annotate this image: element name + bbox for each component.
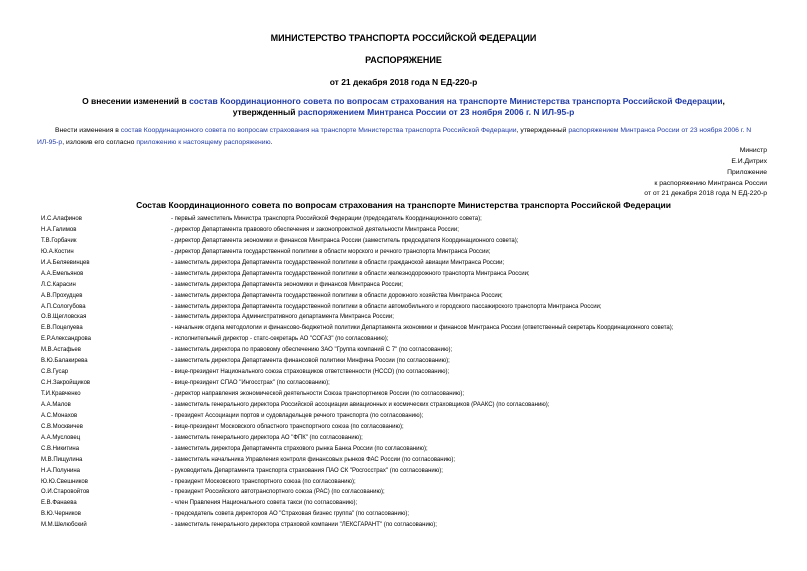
document-subject-line1 <box>0 96 807 106</box>
member-row <box>41 435 781 446</box>
member-row <box>41 271 781 282</box>
member-post: - заместитель директора Департамента государственной политики в области автомобильного и городского пассажирского транспорта Минтранса России; <box>171 303 602 310</box>
member-post: - вице-президент Национального союза страховщиков ответственности (НССО) (по согласованию); <box>171 369 450 376</box>
member-name: М.М.Шелюбский <box>41 522 87 529</box>
member-post: - заместитель генерального директора АО "ФПК" (по согласованию); <box>171 434 363 441</box>
member-post: - начальник отдела методологии и финансово-бюджетной политики Департамента экономики и финансов Минтранса России (ответственный секретарь Координационного совета); <box>171 325 674 332</box>
body-text-3: , изложив его согласно <box>62 139 137 146</box>
member-row <box>41 468 781 479</box>
member-name: Е.Р.Александрова <box>41 336 92 343</box>
member-row <box>41 380 781 391</box>
member-name: А.В.Прохудцев <box>41 292 83 299</box>
member-post: - руководитель Департамента транспорта страхования ПАО СК "Росгосстрах" (по согласованию); <box>171 467 443 474</box>
member-post: - первый заместитель Министра транспорта Российской Федерации (председатель Координационного совета); <box>171 216 482 222</box>
member-row <box>41 457 781 468</box>
member-row <box>41 282 781 293</box>
member-post: - заместитель генерального директора Российской ассоциации авиационных и космических страховщиков (РААКС) (по согласованию); <box>171 401 550 408</box>
subject-link-council[interactable]: состав Координационного совета по вопросам страхования на транспорте Министерства транспорта Российской Федерации <box>189 96 723 106</box>
member-name: А.А.Емельянов <box>41 270 84 277</box>
subject-link-order[interactable]: распоряжением Минтранса России от 23 ноября 2006 г. N ИЛ-95-р <box>297 107 575 117</box>
member-post: - директор Департамента правового обеспечения и законопроектной деятельности Минтранса России; <box>171 226 459 233</box>
member-name: С.В.Никитина <box>41 445 80 452</box>
member-post: - заместитель директора Департамента экономики и финансов Минтранса России; <box>171 281 403 288</box>
subject-line2-prefix: утвержденный <box>232 107 298 117</box>
member-row <box>41 369 781 380</box>
member-post: - вице-президент СПАО "Ингосстрах" (по согласованию); <box>171 380 330 387</box>
member-name: И.А.Беляевинцев <box>41 259 90 266</box>
member-row <box>41 216 781 227</box>
signature-position: Министр <box>739 147 767 154</box>
member-name: Н.А.Полунина <box>41 467 81 474</box>
member-post: - заместитель директора Департамента государственной политики в области гражданской авиации Минтранса России; <box>171 259 505 266</box>
subject-comma: , <box>722 96 725 106</box>
member-post: - исполнительный директор - статс-секретарь АО "СОГАЗ" (по согласованию); <box>171 336 389 343</box>
member-row <box>41 358 781 369</box>
member-post: - президент Ассоциации портов и судовладельцев речного транспорта (по согласованию); <box>171 412 424 419</box>
member-row <box>41 489 781 500</box>
body-link-appendix[interactable]: приложению к настоящему распоряжению <box>136 139 271 146</box>
member-name: О.И.Старовойтов <box>41 489 90 496</box>
member-post: - заместитель директора Департамента государственной политики в области железнодорожного транспорта Минтранса России; <box>171 270 530 277</box>
member-row <box>41 511 781 522</box>
member-row <box>41 391 781 402</box>
ministry-heading: МИНИСТЕРСТВО ТРАНСПОРТА РОССИЙСКОЙ ФЕДЕРАЦИИ <box>270 33 537 43</box>
member-name: С.Н.Закройщиков <box>41 380 91 387</box>
member-row <box>41 314 781 325</box>
member-name: Н.А.Галимов <box>41 226 77 233</box>
body-text-1: Внести изменения в <box>55 127 121 134</box>
composition-title: Состав Координационного совета по вопросам страхования на транспорте Министерства транспорта Российской Федерации <box>136 200 671 210</box>
member-name: Л.С.Карасин <box>41 281 76 288</box>
member-post: - заместитель директора Административного департамента Минтранса России; <box>171 314 394 321</box>
member-name: М.В.Астафьев <box>41 347 81 354</box>
member-post: - президент Московского транспортного союза (по согласованию); <box>171 478 356 485</box>
body-text-2: , утвержденный <box>516 127 569 134</box>
member-post: - директор направления экономической деятельности Союза транспортников России (по согласованию); <box>171 391 465 397</box>
member-name: А.С.Монахов <box>41 412 78 419</box>
member-name: И.С.Алафинов <box>41 216 82 222</box>
member-row <box>41 260 781 271</box>
member-row <box>41 347 781 358</box>
document-subject-line2 <box>0 107 807 117</box>
appendix-reference: к распоряжению Минтранса России <box>654 180 767 187</box>
member-name: М.В.Пищулина <box>41 456 83 463</box>
member-name: О.В.Щегловская <box>41 314 87 321</box>
member-post: - заместитель директора Департамента государственной политики в области дорожного хозяйства Минтранса России; <box>171 292 503 299</box>
member-name: А.А.Мусловец <box>41 434 81 441</box>
member-post: - директор Департамента экономики и финансов Минтранса России (заместитель председателя Координационного совета); <box>171 237 519 244</box>
member-name: С.В.Гусар <box>41 369 69 376</box>
subject-prefix: О внесении изменений в <box>82 96 190 106</box>
document-date-number: от 21 декабря 2018 года N ЕД-220-р <box>329 77 478 87</box>
member-row <box>41 402 781 413</box>
member-row <box>41 446 781 457</box>
member-post: - заместитель генерального директора страховой компании "ЛЕКСГАРАНТ" (по согласованию); <box>171 522 437 529</box>
member-post: - заместитель директора по правовому обеспечению ЗАО "Группа компаний С 7" (по согласованию); <box>171 347 453 354</box>
member-row <box>41 413 781 424</box>
member-name: А.А.Малов <box>41 401 71 408</box>
members-list <box>41 216 781 533</box>
member-post: - вице-президент Московского областного транспортного союза (по согласованию); <box>171 423 404 430</box>
member-post: - заместитель начальника Управления контроля финансовых рынков ФАС России (по согласованию); <box>171 456 456 463</box>
member-row <box>41 479 781 490</box>
member-row <box>41 249 781 260</box>
member-name: Ю.Ю.Свешников <box>41 478 88 485</box>
body-link-order[interactable]: распоряжением Минтранса России от 23 ноября 2006 г. N ИЛ-95-р <box>37 127 752 146</box>
member-name: В.Ю.Черников <box>41 511 81 518</box>
member-name: С.В.Москвичев <box>41 423 83 430</box>
member-name: Е.В.Поцелуева <box>41 325 83 332</box>
member-row <box>41 522 781 533</box>
body-text-4: . <box>270 139 273 146</box>
member-post: - президент Российского автотранспортного союза (РАС) (по согласованию); <box>171 489 385 496</box>
member-name: А.П.Сологубова <box>41 303 86 310</box>
member-post: - заместитель директора Департамента страхового рынка Банка России (по согласованию); <box>171 445 428 452</box>
member-post: - член Правления Национального совета такси (по согласованию); <box>171 500 358 507</box>
member-row <box>41 304 781 315</box>
member-row <box>41 227 781 238</box>
member-row <box>41 325 781 336</box>
appendix-label: Приложение <box>727 169 767 176</box>
member-row <box>41 293 781 304</box>
member-post: - председатель совета директоров АО "Страховая бизнес группа" (по согласованию); <box>171 511 410 518</box>
body-link-council[interactable]: состав Координационного совета по вопросам страхования на транспорте Министерства транспорта Российской Федерации <box>120 127 517 134</box>
member-name: Т.И.Кравченко <box>41 391 81 397</box>
member-name: Т.В.Горбачик <box>41 237 77 244</box>
member-name: В.Ю.Балакирева <box>41 358 88 365</box>
signature-name: Е.И.Дитрих <box>731 158 767 165</box>
member-post: - директор Департамента государственной политики в области морского и речного транспорта Минтранса России; <box>171 248 491 255</box>
member-row <box>41 424 781 435</box>
document-type-heading: РАСПОРЯЖЕНИЕ <box>365 55 442 65</box>
member-name: Е.В.Фанаева <box>41 500 77 507</box>
member-name: Ю.А.Костин <box>41 248 74 255</box>
member-row <box>41 238 781 249</box>
body-paragraph <box>37 125 767 149</box>
appendix-date: от от 21 декабря 2018 года N ЕД-220-р <box>644 190 767 197</box>
member-row <box>41 500 781 511</box>
member-row <box>41 336 781 347</box>
member-post: - заместитель директора Департамента финансовой политики Минфина России (по согласованию); <box>171 358 450 365</box>
